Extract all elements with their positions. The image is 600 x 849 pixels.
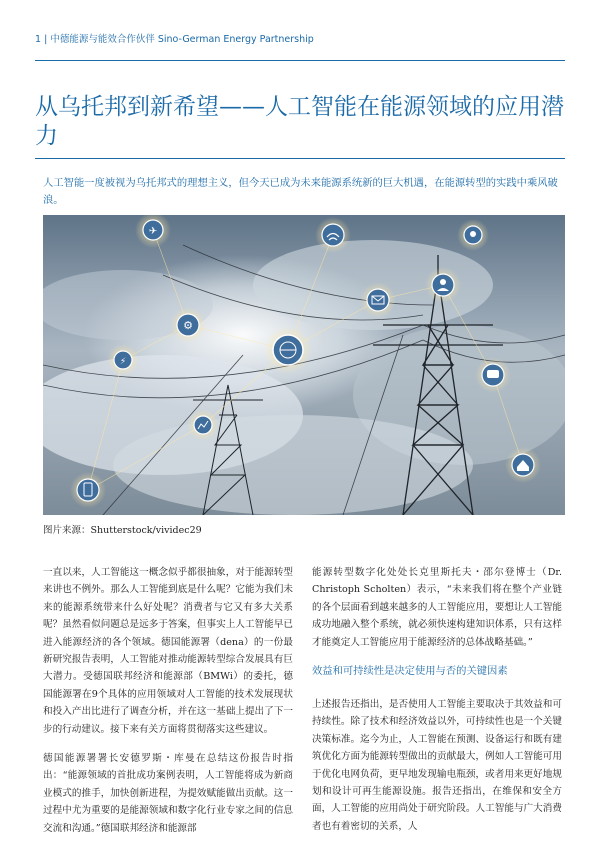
pin-icon <box>457 219 489 251</box>
chart-icon <box>187 409 219 441</box>
wifi-icon <box>315 217 351 253</box>
header-org-en: Sino-German Energy Partnership <box>157 34 314 45</box>
house-icon <box>505 447 541 483</box>
body-column-right <box>312 564 562 847</box>
page-number: 1 <box>35 34 42 45</box>
article-title: 从乌托邦到新希望——人工智能在能源领域的应用潜力 <box>35 94 564 150</box>
article-lead: 人工智能一度被视为乌托邦式的理想主义，但今天已成为未来能源系统新的巨大机遇，在能源转型的实践中乘风破浪。 <box>43 177 558 206</box>
header-separator: | <box>44 34 48 45</box>
chat-icon <box>475 357 511 393</box>
globe-icon <box>264 326 312 374</box>
body-paragraph: 一直以来，人工智能这一概念似乎都很抽象，对于能源转型来讲也不例外。那么人工智能到底是什么呢？它能为我们未来的能源系统带来什么好处呢？消费者与它又有多大关系呢？虽然看似问题总是远多于答案，但事实上人工智能早已进入能源经济的各个领域。德国能源署（dena）的一份最新研究报告表明，人工智能对推动能源转型综合发展具有巨大潜力。受德国联邦经济和能源部（BMWi）的委托，德国能源署在9个具体的应用领域对人工智能的技术发展现状和投入产出比进行了调查分析，并在这一基础上提出了下一步的行动建议。接下来有关方面将贯彻落实这些建议。 <box>43 567 293 735</box>
mail-icon <box>360 282 396 318</box>
svg-text:⚡: ⚡ <box>119 357 127 367</box>
gear-icon <box>170 307 206 343</box>
image-caption: 图片来源：Shutterstock/vividec29 <box>43 525 202 536</box>
body-paragraph: 上述报告还指出，是否使用人工智能主要取决于其效益和可持续性。除了技术和经济效益以外，可持续性也是一个关键决策标准。迄今为止，人工智能在预测、设备运行和既有建筑优化方面为能源转型做出的贡献最大，例如人工智能可用于优化电网负荷，更早地发现输电瓶颈，或者用来更好地规划和设计可再生能源设施。报告还指出，在维保和安全方面，人工智能的应用尚处于研究阶段。人工智能与广大消费者也有着密切的关系，人 <box>312 699 562 832</box>
body-paragraph: 能源转型数字化处处长克里斯托夫・邵尔登博士（Dr. Christoph Scholten）表示，“未来我们将在整个产业链的各个层面看到越来越多的人工智能应用，要想让人工智能成功地融入整个系统，就必须快速构建知识体系，只有这样才能奠定人工智能应用于能源经济的总体战略基础。” <box>312 567 562 648</box>
running-header <box>35 31 314 45</box>
section-subheading: 效益和可持续性是决定使用与否的关键因素 <box>312 665 508 678</box>
body-column-left <box>43 564 293 849</box>
svg-text:⚙: ⚙ <box>183 319 193 332</box>
svg-text:✈: ✈ <box>148 226 158 237</box>
user-icon <box>425 267 461 303</box>
title-divider <box>35 158 565 159</box>
article-photo <box>43 215 565 515</box>
phone-icon <box>70 472 106 508</box>
header-org-cn: 中德能源与能效合作伙伴 <box>50 34 155 45</box>
body-paragraph: 德国能源署署长安德罗斯・库曼在总结这份报告时指出：“能源领域的首批成功案例表明，人工智能将成为新商业模式的推手，加快创新进程，为提效赋能做出贡献。这一过程中尤为重要的是能源领域和数字化行业专家之间的信息交流和沟通。”德国联邦经济和能源部 <box>43 753 293 834</box>
signal-icon <box>107 344 139 376</box>
top-divider <box>35 60 565 61</box>
